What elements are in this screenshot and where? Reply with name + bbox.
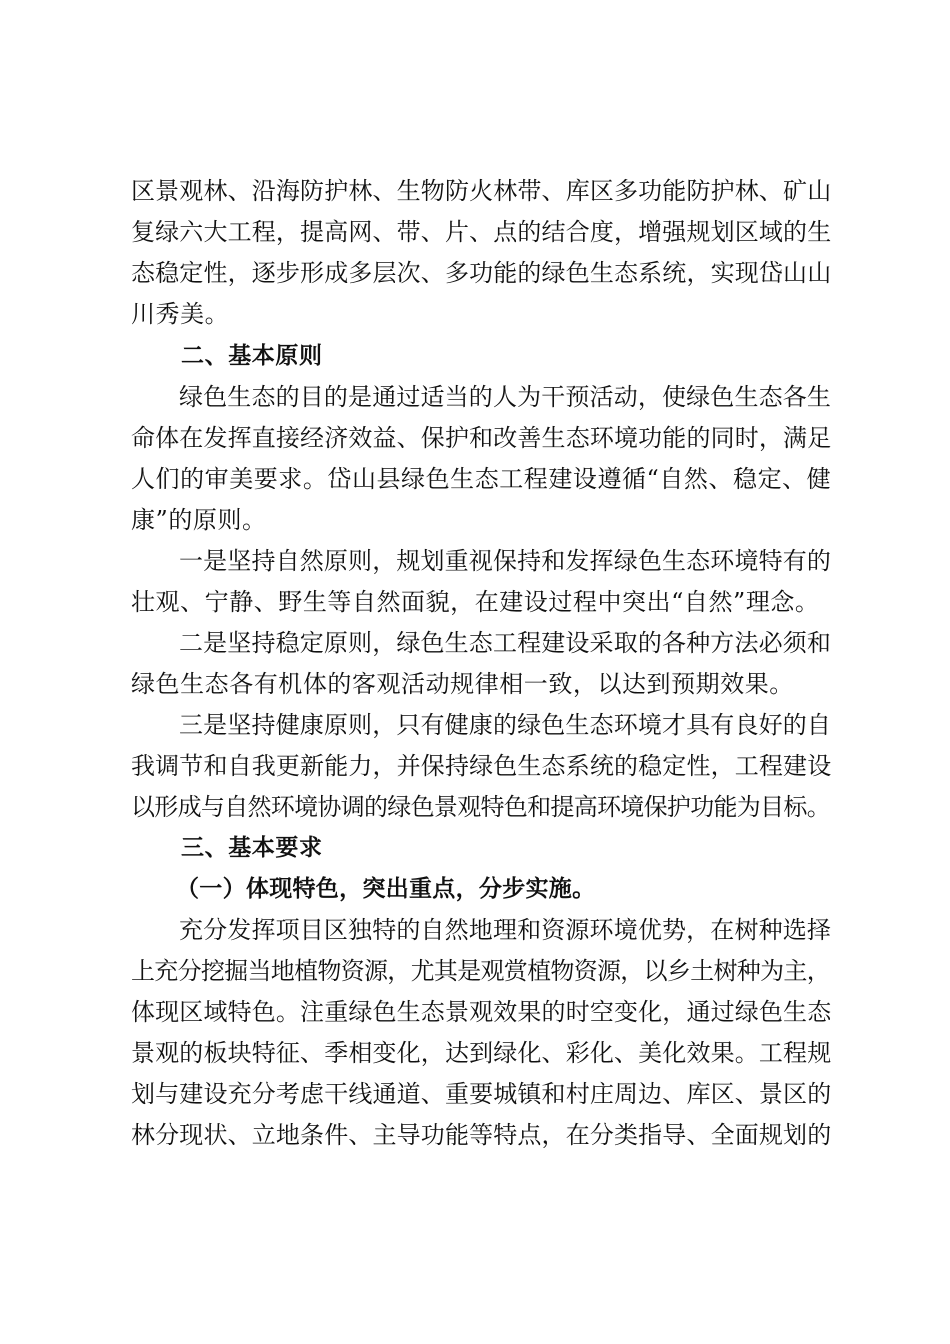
text-line <box>0 1035 950 1071</box>
paragraph-text: 景观的板块特征、季相变化，达到绿化、彩化、美化效果。工程规 <box>131 1039 832 1067</box>
text-line <box>0 296 950 332</box>
paragraph-text: 我调节和自我更新能力，并保持绿色生态系统的稳定性，工程建设 <box>131 752 832 780</box>
paragraph-text: 人们的审美要求。岱山县绿色生态工程建设遵循“自然、稳定、健 <box>131 465 832 493</box>
paragraph-text: 绿色生态各有机体的客观活动规律相一致，以达到预期效果。 <box>131 670 794 698</box>
paragraph-text: 二是坚持稳定原则，绿色生态工程建设采取的各种方法必须和 <box>179 629 832 657</box>
text-line <box>0 173 950 209</box>
text-line <box>0 461 950 497</box>
text-line <box>0 748 950 784</box>
text-line <box>0 707 950 743</box>
section-heading-text: 二、基本原则 <box>181 343 323 369</box>
paragraph-text: 绿色生态的目的是通过适当的人为干预活动，使绿色生态各生 <box>179 383 832 411</box>
paragraph-text: 林分现状、立地条件、主导功能等特点，在分类指导、全面规划的 <box>131 1121 832 1149</box>
paragraph-text: 以形成与自然环境协调的绿色景观特色和提高环境保护功能为目标。 <box>131 793 830 821</box>
text-line <box>0 953 950 989</box>
paragraph-text: 区景观林、沿海防护林、生物防火林带、库区多功能防护林、矿山 <box>131 177 832 205</box>
text-line <box>0 912 950 948</box>
text-line <box>0 214 950 250</box>
text-line <box>0 1117 950 1153</box>
section-heading <box>0 338 950 374</box>
section-heading-text: 三、基本要求 <box>181 835 323 861</box>
text-line <box>0 625 950 661</box>
subsection-heading-text: （一）体现特色，突出重点，分步实施。 <box>176 876 596 902</box>
paragraph-text: 壮观、宁静、野生等自然面貌，在建设过程中突出“自然”理念。 <box>131 588 820 616</box>
text-line <box>0 789 950 825</box>
paragraph-text: 命体在发挥直接经济效益、保护和改善生态环境功能的同时，满足 <box>131 424 832 452</box>
subsection-heading <box>0 871 950 907</box>
paragraph-text: 上充分挖掘当地植物资源，尤其是观赏植物资源，以乡土树种为主， <box>131 957 830 985</box>
paragraph-text: 态稳定性，逐步形成多层次、多功能的绿色生态系统，实现岱山山 <box>131 259 832 287</box>
text-line <box>0 584 950 620</box>
paragraph-text: 复绿六大工程，提高网、带、片、点的结合度，增强规划区域的生 <box>131 218 832 246</box>
paragraph-text: 康”的原则。 <box>131 506 267 534</box>
paragraph-text: 川秀美。 <box>131 300 230 328</box>
text-line <box>0 502 950 538</box>
paragraph-text: 划与建设充分考虑干线通道、重要城镇和村庄周边、库区、景区的 <box>131 1080 832 1108</box>
text-line <box>0 379 950 415</box>
paragraph-text: 三是坚持健康原则，只有健康的绿色生态环境才具有良好的自 <box>179 711 832 739</box>
text-line <box>0 543 950 579</box>
text-line <box>0 255 950 291</box>
text-line <box>0 1076 950 1112</box>
paragraph-text: 充分发挥项目区独特的自然地理和资源环境优势，在树种选择 <box>179 916 832 944</box>
paragraph-text: 一是坚持自然原则，规划重视保持和发挥绿色生态环境特有的 <box>179 547 832 575</box>
text-line <box>0 420 950 456</box>
section-heading <box>0 830 950 866</box>
text-line <box>0 666 950 702</box>
text-line <box>0 994 950 1030</box>
paragraph-text: 体现区域特色。注重绿色生态景观效果的时空变化，通过绿色生态 <box>131 998 832 1026</box>
